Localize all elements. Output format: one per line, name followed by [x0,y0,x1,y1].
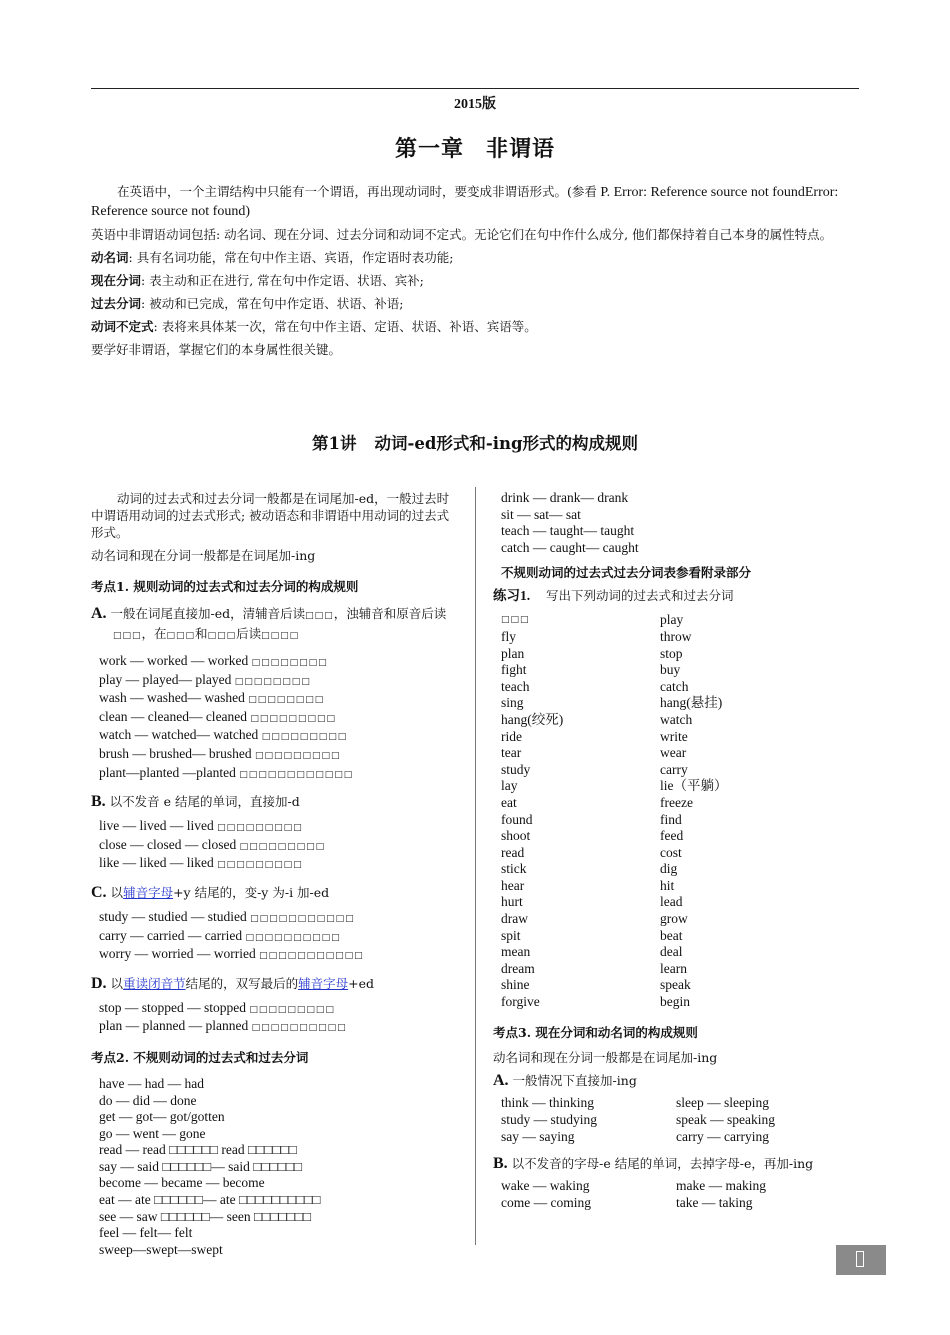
word-forms: work — worked — worked [99,653,252,668]
exercise-word: cost [660,844,682,860]
exercise-word: □□□ [501,615,530,626]
left-para-1: 动词的过去式和过去分词一般都是在词尾加-ed，一般过去时中谓语用动词的过去式形式; 被动语态和非谓语中用动词的过去式形式。 [91,491,450,540]
list-item [99,765,461,784]
missing-glyph: □□□□□□□□ [251,658,328,668]
missing-glyph: □□□□□□□□□ [239,841,326,852]
missing-glyph: □□□□□□□□□□□□ [239,769,354,780]
intro-p1-cn: 在英语中，一个主谓结构中只能有一个谓语，再出现动词时，要变成非谓语形式。(参看 [117,184,597,199]
exercise-word: learn [660,960,687,976]
page-number-glyph [856,1251,864,1267]
ing-col-right [676,1178,766,1211]
list-item: make — making [676,1178,766,1194]
chapter-number: 第一章 [394,136,464,162]
rule-d-letter: D. [91,974,107,992]
kaodian-2-heading: 考点2. 不规则动词的过去式和过去分词 [91,1049,309,1065]
word-forms: live — lived — lived [99,818,218,834]
irregular-list-left [91,1076,461,1259]
list-item: eat — ate □□□□□□— ate □□□□□□□□□□ [99,1192,321,1208]
list-item: wake — waking [501,1178,590,1194]
list-item [99,709,461,728]
exercise-word: sing [501,695,524,711]
exercise-word: found [501,811,533,827]
irregular-list-right [493,490,863,556]
ing-col-right [676,1095,775,1145]
exercise-word: feed [660,828,684,844]
rule-a-text: ，浊辅音和原音后读 [333,606,447,621]
rule-b [91,793,461,810]
rule-b-text: 以不发音 e 结尾的单词，直接加-d [109,794,300,810]
rule-d [91,975,461,992]
list-item: sleep — sleeping [676,1095,769,1111]
exercise-col-left [501,612,651,1010]
word-forms: brush — brushed— brushed [99,745,255,761]
exercise-col-right [660,612,810,1010]
rule-a-letter: A. [493,1072,509,1090]
exercise-word: study [501,761,531,777]
kaodian-3-heading: 考点3. 现在分词和动名词的构成规则 [493,1025,698,1041]
exercise-word: throw [660,628,692,644]
kaodian-3-intro: 动名词和现在分词一般都是在词尾加-ing [493,1050,718,1066]
rule-b-ing [493,1155,863,1172]
word-forms: study — studied — studied [99,908,251,924]
missing-glyph: □□□□□□□□□ [261,732,348,743]
list-item [99,928,461,947]
ing-col-left [501,1095,597,1145]
word-forms: plant—planted —planted [99,764,240,780]
intro-section [91,183,859,364]
exercise-word: hit [660,877,675,893]
exercise-word: fly [501,628,516,644]
missing-glyph: □□□□□□□□□ [217,823,303,834]
missing-glyph: □□□□ [261,631,300,641]
exercise-word: buy [660,662,681,678]
term-gerund: 动名词 [91,250,129,265]
list-item: speak — speaking [676,1111,775,1127]
exercise-word: deal [660,944,683,960]
rule-a-list [91,653,461,783]
missing-glyph: □□□ [305,611,334,621]
intro-item [91,318,859,336]
rule-a-text: 一般情况下直接加-ing [512,1073,637,1089]
list-item: say — said □□□□□□— said □□□□□□ [99,1158,303,1174]
term-past-participle: 过去分词 [91,296,142,311]
stressed-closed-syllable-link[interactable]: 重读闭音节 [123,975,186,991]
consonant-letter-link[interactable]: 辅音字母 [123,884,174,900]
exercise-word: begin [660,994,690,1010]
rule-d-text: +ed [348,975,374,991]
rule-a-text: 后读 [236,626,262,641]
exercise-word: carry [660,761,688,777]
left-column [91,490,461,1258]
list-item [99,727,461,746]
exercise-word: read [501,844,525,860]
term-present-participle: 现在分词 [91,273,142,288]
column-divider [475,487,476,1245]
intro-paragraph-2: 英语中非谓语动词包括: 动名词、现在分词、过去分词和动词不定式。无论它们在句中作什么成分, 他们都保持着自己本身的属性特点。 [91,227,833,242]
list-item [99,909,461,928]
kaodian-1-heading: 考点1. 规则动词的过去式和过去分词的构成规则 [91,579,359,594]
list-item [99,1018,461,1037]
missing-glyph: □□□□□□□□ [234,676,311,687]
list-item: take — taking [676,1194,753,1210]
edition-label: 2015版 [454,97,496,112]
term-sep: : [141,273,150,288]
intro-last-line: 要学好非谓语，掌握它们的本身属性很关键。 [91,342,342,357]
right-column [493,490,863,1214]
term-sep: : [128,250,137,265]
intro-paragraph-1 [91,183,859,221]
rule-a-ing [493,1072,863,1089]
missing-glyph: □□□ [166,631,196,641]
missing-glyph: □□□ [207,631,237,641]
rule-a-text: 和 [195,626,208,641]
rule-c [91,884,461,901]
exercise-word: write [660,728,688,744]
list-item: carry — carrying [676,1128,769,1144]
list-item: say — saying [501,1128,575,1144]
appendix-note: 不规则动词的过去式过去分词表参看附录部分 [501,565,752,581]
exercise-word: fight [501,662,527,678]
missing-glyph: □□□□□□□□□□ [251,1023,347,1034]
list-item: come — coming [501,1194,591,1210]
exercise-word: dig [660,861,678,877]
exercise-word: shine [501,977,530,993]
rule-b-text: 以不发音的字母-e 结尾的单词，去掉字母-e，再加-ing [511,1156,814,1172]
missing-glyph: □□□□□□□□□ [217,860,303,871]
exercise-grid [493,612,863,1012]
exercise-word: wear [660,745,687,761]
rule-d-list [91,1000,461,1037]
header-rule [91,88,859,89]
exercise-word: mean [501,944,531,960]
ing-grid-a [493,1095,863,1147]
rule-c-list [91,909,461,965]
list-item [99,690,461,709]
lecture-title [0,430,950,454]
word-forms: wash — washed— washed [99,690,249,706]
page-number-badge [836,1245,886,1275]
lecture-number: 第1讲 [311,434,357,453]
word-forms: clean — cleaned— cleaned [99,708,251,724]
ing-col-left [501,1178,591,1211]
exercise-word: speak [660,977,691,993]
exercise-word: ride [501,728,522,744]
term-text: 具有名词功能，常在句中作主语、宾语，作定语时表功能; [136,250,454,265]
exercise-label: 练习1. [493,588,531,604]
exercise-word: tear [501,745,522,761]
word-forms: carry — carried — carried [99,927,246,943]
exercise-word: dream [501,960,535,976]
exercise-word: hang(绞死) [501,711,564,727]
list-item [99,946,461,965]
list-item: catch — caught— caught [501,539,639,555]
exercise-word: play [660,612,684,628]
exercise-word: lead [660,894,683,910]
rule-b-letter: B. [91,793,106,811]
rule-a-text: 一般在词尾直接加-ed，清辅音后读 [110,606,306,621]
word-forms: worry — worried — worried [99,946,260,962]
term-text: 表主动和正在进行, 常在句中作定语、状语、宾补; [149,273,424,288]
exercise-word: freeze [660,794,693,810]
exercise-word: forgive [501,994,540,1010]
list-item [99,855,461,874]
ing-grid-b [493,1178,863,1214]
list-item: drink — drank— drank [501,490,629,505]
exercise-word: grow [660,911,688,927]
rule-a [91,605,461,645]
rule-c-text: 以 [110,884,124,900]
rule-a-letter: A. [91,605,107,622]
list-item: teach — taught— taught [501,523,635,539]
missing-glyph: □□□ [113,631,142,641]
exercise-word: spit [501,927,521,943]
exercise-word: draw [501,911,528,927]
list-item: feel — felt— felt [99,1225,193,1241]
list-item [99,837,461,856]
exercise-word: hear [501,877,525,893]
left-para-2: 动名词和现在分词一般都是在词尾加-ing [91,548,316,563]
term-text: 表将来具体某一次，常在句中作主语、定语、状语、补语、宾语等。 [161,319,537,334]
exercise-word: hurt [501,894,523,910]
word-forms: plan — planned — planned [99,1018,252,1034]
consonant-letter-link[interactable]: 辅音字母 [298,975,349,991]
list-item: sweep—swept—swept [99,1241,223,1257]
list-item: do — did — done [99,1092,197,1108]
exercise-word: catch [660,678,689,694]
rule-b-list [91,818,461,874]
term-sep: : [153,319,162,334]
exercise-word: plan [501,645,525,661]
rule-c-text: +y 结尾的，变-y 为-i 加-ed [173,884,330,900]
list-item [99,818,461,837]
exercise-word: beat [660,927,683,943]
missing-glyph: □□□□□□□□ [248,695,325,706]
list-item: have — had — had [99,1075,204,1091]
list-item: think — thinking [501,1095,595,1111]
exercise-text: 写出下列动词的过去式和过去分词 [546,588,734,604]
missing-glyph: □□□□□□□□□□□ [250,913,355,924]
list-item: read — read □□□□□□ read □□□□□□ [99,1142,297,1158]
rule-c-letter: C. [91,883,107,901]
list-item [99,1000,461,1019]
list-item: sit — sat— sat [501,506,581,522]
rule-b-letter: B. [493,1155,508,1173]
missing-glyph: □□□□□□□□□ [250,713,336,724]
term-sep: : [141,296,150,311]
exercise-word: stop [660,645,683,661]
exercise-word: stick [501,861,527,877]
exercise-word: lay [501,778,518,794]
rule-d-text: 结尾的，双写最后的 [185,975,299,991]
intro-item [91,249,859,267]
exercise-word: hang(悬挂) [660,695,723,711]
chapter-name: 非谓语 [486,136,556,162]
exercise-1-heading [493,587,863,604]
list-item [99,653,461,672]
list-item: get — got— got/gotten [99,1109,225,1125]
list-item: become — became — become [99,1175,265,1191]
missing-glyph: □□□□□□□□□ [254,750,341,761]
intro-item [91,295,859,313]
exercise-word: watch [660,711,693,727]
term-text: 被动和已完成，常在句中作定语、状语、补语; [149,296,404,311]
exercise-word: lie（平躺） [660,778,728,794]
word-forms: watch — watched— watched [99,727,262,743]
missing-glyph: □□□□□□□□□ [249,1004,335,1015]
word-forms: close — closed — closed [99,836,240,852]
exercise-word: eat [501,794,517,810]
list-item: see — saw □□□□□□— seen □□□□□□□ [99,1208,312,1224]
rule-a-text: ，在 [141,626,167,641]
exercise-word: find [660,811,682,827]
exercise-word: teach [501,678,530,694]
missing-glyph: □□□□□□□□□□ [245,932,341,943]
chapter-title [0,132,950,163]
word-forms: like — liked — liked [99,855,218,871]
word-forms: play — played— played [99,671,235,687]
missing-glyph: □□□□□□□□□□□ [259,951,364,962]
exercise-word: shoot [501,828,531,844]
lecture-name: 动词-ed形式和-ing形式的构成规则 [374,434,639,453]
list-item: go — went — gone [99,1125,206,1141]
intro-item [91,272,859,290]
term-infinitive: 动词不定式 [91,319,154,334]
intro-p1-en: P. Error: Reference source not foundError: Reference source not found) [91,185,839,219]
word-forms: stop — stopped — stopped [99,999,250,1015]
rule-d-text: 以 [110,975,124,991]
list-item [99,672,461,691]
list-item [99,746,461,765]
list-item: study — studying [501,1111,598,1127]
